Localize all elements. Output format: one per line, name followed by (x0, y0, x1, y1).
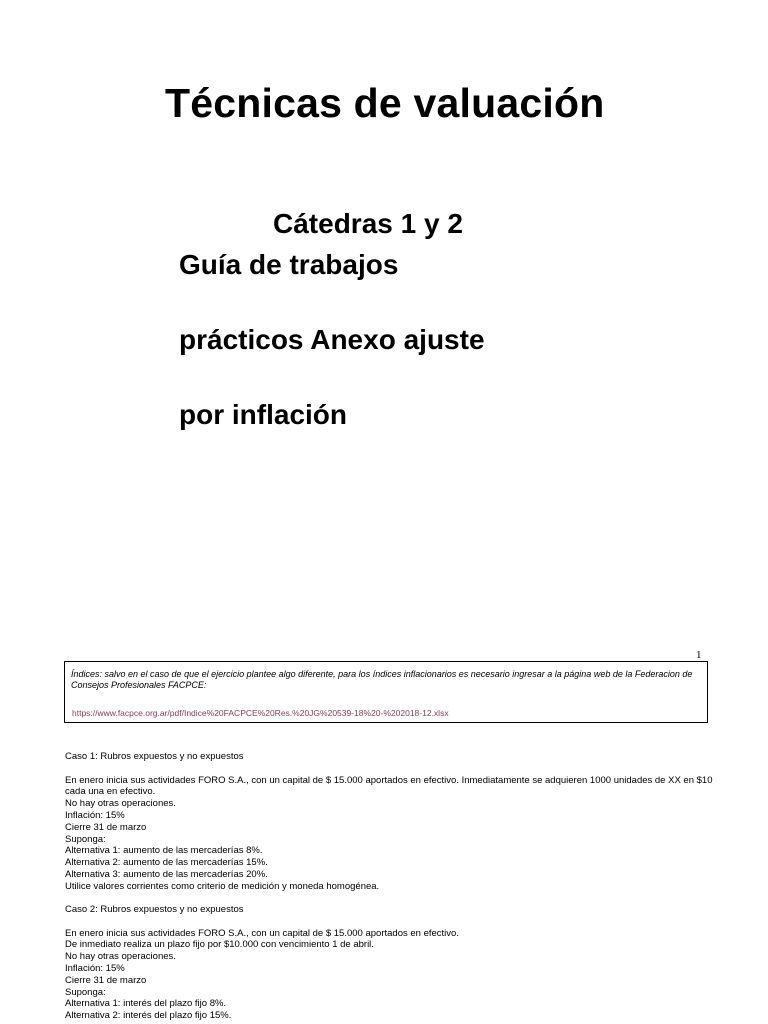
page-number: 1 (696, 649, 702, 661)
subtitle-catedras: Cátedras 1 y 2 (273, 208, 463, 239)
case-1-line: Inflación: 15% (65, 809, 125, 821)
subtitle-line-3: prácticos Anexo ajuste (179, 324, 485, 355)
case-1-line: No hay otras operaciones. (65, 798, 176, 810)
document-title: Técnicas de valuación (165, 80, 605, 126)
subtitle-line-4: por inflación (179, 399, 347, 430)
case-2-line: Suponga: (65, 986, 106, 998)
case-1-line: Alternativa 1: aumento de las mercaderías 8%. (65, 845, 263, 857)
case-2-line: Alternativa 2: interés del plazo fijo 15%. (65, 1010, 232, 1022)
case-1-line: Alternativa 2: aumento de las mercaderías 15%. (65, 857, 268, 869)
indices-note-box (64, 661, 708, 723)
case-1-title: Caso 1: Rubros expuestos y no expuestos (65, 751, 244, 762)
case-2-line: De inmediato realiza un plazo fijo por $10.000 con vencimiento 1 de abril. (65, 939, 374, 951)
case-2-section (65, 904, 725, 1022)
case-1-line: En enero inicia sus actividades FORO S.A., con un capital de $ 15.000 aportados en efectivo. Inmediatamente se adquieren 1000 unidades de XX en $10 cada una en efectivo. (65, 774, 713, 798)
case-2-line: No hay otras operaciones. (65, 951, 176, 963)
case-2-line: Inflación: 15% (65, 962, 125, 974)
case-1-section (65, 751, 725, 893)
case-2-title: Caso 2: Rubros expuestos y no expuestos (65, 904, 244, 915)
case-1-line: Alternativa 3: aumento de las mercaderías 20%. (65, 868, 268, 880)
case-2-line: Alternativa 1: interés del plazo fijo 8%. (65, 998, 227, 1010)
case-2-line: Cierre 31 de marzo (65, 974, 147, 986)
case-2-line: En enero inicia sus actividades FORO S.A., con un capital de $ 15.000 aportados en efectivo. (65, 927, 459, 939)
case-1-line: Suponga: (65, 833, 106, 845)
subtitle-line-2: Guía de trabajos (179, 249, 399, 280)
case-1-line: Utilice valores corrientes como criterio de medición y moneda homogénea. (65, 880, 380, 892)
facpce-index-link[interactable]: https://www.facpce.org.ar/pdf/Indice%20FACPCE%20Res.%20JG%20539-18%20-%202018-12.xlsx (72, 708, 449, 718)
indices-note-text: Índices: salvo en el caso de que el ejercicio plantee algo diferente, para los índices inflacionarios es necesario ingresar a la página web de la Federacion de Consejos Profesionales FACPCE: (71, 669, 693, 690)
case-1-line: Cierre 31 de marzo (65, 821, 147, 833)
